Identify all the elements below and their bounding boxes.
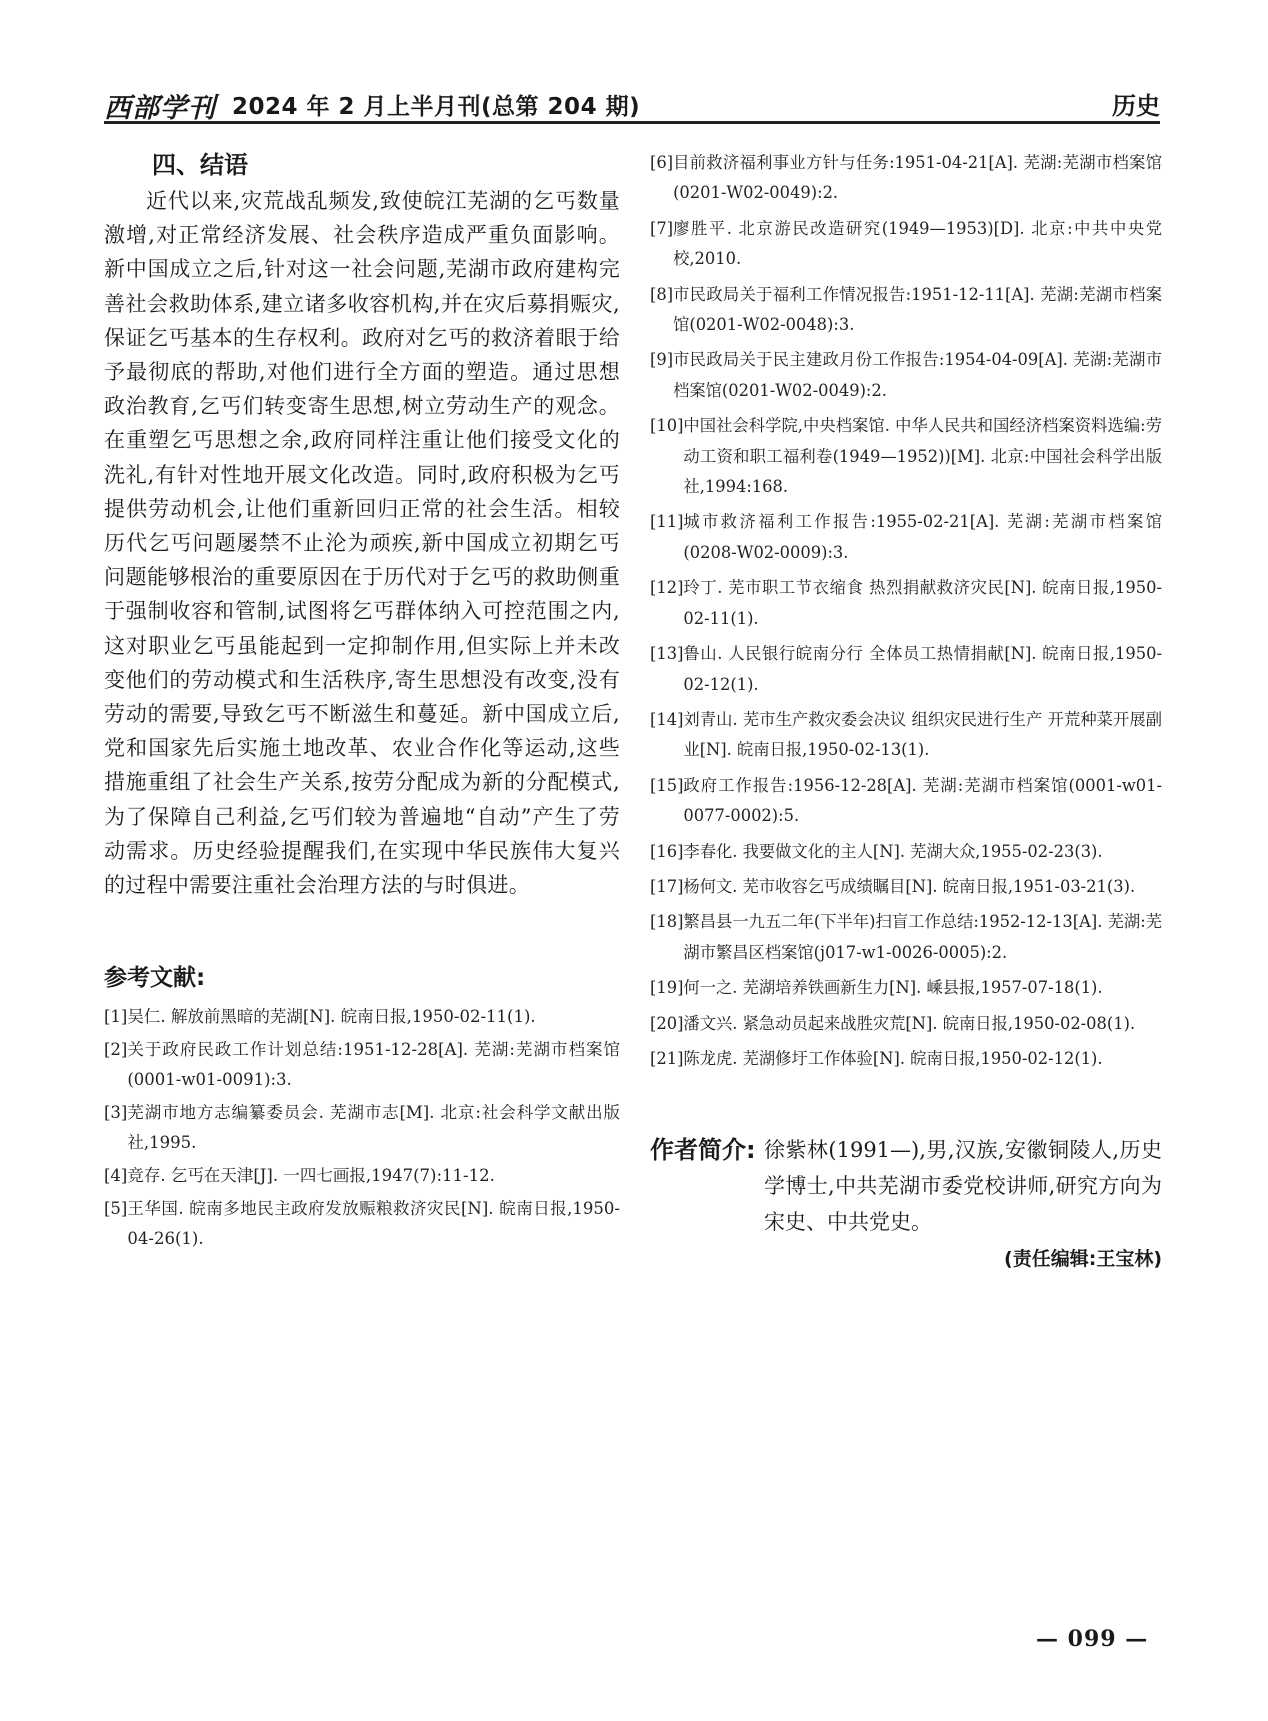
reference-number: [8] (650, 284, 674, 304)
reference-text: 潘文兴. 紧急动员起来战胜灾荒[N]. 皖南日报,1950-02-08(1). (683, 1013, 1136, 1033)
reference-item (104, 1098, 620, 1158)
reference-number: [19] (650, 978, 684, 998)
reference-item (104, 1194, 620, 1254)
page-header (104, 84, 1160, 124)
reference-item (650, 1009, 1162, 1039)
reference-item (650, 573, 1162, 634)
reference-number: [13] (650, 644, 684, 664)
reference-item (650, 507, 1162, 568)
section-label: 历史 (1112, 92, 1160, 120)
issue-info: 2024 年 2 月上半月刊(总第 204 期) (232, 94, 641, 120)
reference-text: 廖胜平. 北京游民改造研究(1949—1953)[D]. 北京:中共中央党校,2010. (673, 218, 1162, 269)
reference-number: [5] (104, 1199, 128, 1219)
reference-number: [17] (650, 876, 684, 896)
reference-text: 市民政局关于福利工作情况报告:1951-12-11[A]. 芜湖:芜湖市档案馆(0201-W02-0048):3. (673, 284, 1162, 335)
reference-number: [20] (650, 1013, 684, 1033)
reference-item (650, 973, 1162, 1003)
reference-number: [7] (650, 218, 674, 238)
reference-number: [16] (650, 841, 684, 861)
author-text: 徐紫林(1991—),男,汉族,安徽铜陵人,历史学博士,中共芜湖市委党校讲师,研究方向为宋史、中共党史。 (764, 1138, 1162, 1234)
reference-text: 陈龙虎. 芜湖修圩工作体验[N]. 皖南日报,1950-02-12(1). (683, 1048, 1103, 1068)
reference-list-left (104, 1002, 620, 1254)
reference-number: [9] (650, 350, 674, 370)
reference-number: [1] (104, 1007, 128, 1027)
reference-text: 竞存. 乞丐在天津[J]. 一四七画报,1947(7):11-12. (127, 1166, 495, 1186)
reference-text: 关于政府民政工作计划总结:1951-12-28[A]. 芜湖:芜湖市档案馆(0001-w01-0091):3. (127, 1040, 620, 1090)
reference-text: 杨何文. 芜市收容乞丐成绩瞩目[N]. 皖南日报,1951-03-21(3). (683, 876, 1136, 896)
reference-text: 政府工作报告:1956-12-28[A]. 芜湖:芜湖市档案馆(0001-w01-0077-0002):5. (683, 775, 1162, 826)
conclusion-heading: 四、结语 (152, 151, 248, 179)
reference-text: 玲丁. 芜市职工节衣缩食 热烈捐献救济灾民[N]. 皖南日报,1950-02-11(1). (683, 578, 1162, 628)
reference-list-right (650, 148, 1162, 1074)
reference-item (650, 907, 1162, 968)
journal-logo: 西部学刊 (104, 93, 216, 124)
reference-item (650, 872, 1162, 902)
reference-item (650, 148, 1162, 209)
reference-number: [21] (650, 1048, 684, 1068)
reference-text: 市民政局关于民主建政月份工作报告:1954-04-09[A]. 芜湖:芜湖市档案馆(0201-W02-0049):2. (673, 350, 1162, 400)
reference-text: 王华国. 皖南多地民主政府发放赈粮救济灾民[N]. 皖南日报,1950-04-26(1). (127, 1199, 620, 1249)
reference-number: [2] (104, 1040, 128, 1060)
reference-item (104, 1035, 620, 1095)
reference-item (650, 214, 1162, 275)
reference-number: [10] (650, 416, 684, 436)
reference-item (650, 345, 1162, 406)
author-label: 作者简介: (650, 1136, 756, 1164)
reference-text: 何一之. 芜湖培养铁画新生力[N]. 嵊县报,1957-07-18(1). (683, 978, 1103, 998)
references-heading: 参考文献: (104, 965, 206, 992)
reference-number: [3] (104, 1103, 128, 1123)
reference-number: [4] (104, 1166, 128, 1186)
reference-text: 繁昌县一九五二年(下半年)扫盲工作总结:1952-12-13[A]. 芜湖:芜湖市繁昌区档案馆(j017-w1-0026-0005):2. (683, 912, 1162, 962)
reference-item (650, 411, 1162, 502)
reference-text: 刘青山. 芜市生产救灾委会决议 组织灾民进行生产 开荒种菜开展副业[N]. 皖南日报,1950-02-13(1). (683, 709, 1162, 760)
responsible-editor: (责任编辑:王宝林) (1004, 1248, 1162, 1270)
reference-item (650, 705, 1162, 766)
reference-text: 中国社会科学院,中央档案馆. 中华人民共和国经济档案资料选编:劳动工资和职工福利卷(1949—1952))[M]. 北京:中国社会科学出版社,1994:168. (683, 416, 1162, 497)
reference-item (650, 837, 1162, 867)
page-number: — 099 — (1036, 1626, 1149, 1652)
right-column (650, 148, 1162, 1079)
reference-item (650, 1044, 1162, 1074)
reference-number: [18] (650, 912, 684, 932)
reference-number: [11] (650, 512, 684, 532)
reference-text: 鲁山. 人民银行皖南分行 全体员工热情捐献[N]. 皖南日报,1950-02-12(1). (683, 644, 1162, 694)
reference-item (650, 639, 1162, 700)
reference-text: 李春化. 我要做文化的主人[N]. 芜湖大众,1955-02-23(3). (683, 841, 1103, 861)
reference-text: 芜湖市地方志编纂委员会. 芜湖市志[M]. 北京:社会科学文献出版社,1995. (127, 1103, 620, 1153)
reference-item (650, 771, 1162, 832)
reference-item (104, 1161, 620, 1191)
reference-number: [12] (650, 578, 684, 598)
reference-item (650, 280, 1162, 341)
reference-text: 目前救济福利事业方针与任务:1951-04-21[A]. 芜湖:芜湖市档案馆(0201-W02-0049):2. (673, 153, 1162, 203)
left-column (104, 148, 620, 1257)
reference-text: 吴仁. 解放前黑暗的芜湖[N]. 皖南日报,1950-02-11(1). (127, 1007, 536, 1027)
reference-number: [6] (650, 153, 674, 172)
reference-text: 城市救济福利工作报告:1955-02-21[A]. 芜湖:芜湖市档案馆(0208-W02-0009):3. (683, 512, 1162, 562)
reference-item (104, 1002, 620, 1032)
conclusion-paragraph: 近代以来,灾荒战乱频发,致使皖江芜湖的乞丐数量激增,对正常经济发展、社会秩序造成严重负面影响。新中国成立之后,针对这一社会问题,芜湖市政府建构完善社会救助体系,建立诸多收容机构,并在灾后募捐赈灾,保证乞丐基本的生存权利。政府对乞丐的救济着眼于给予最彻底的帮助,对他们进行全方面的塑造。通过思想政治教育,乞丐们转变寄生思想,树立劳动生产的观念。在重塑乞丐思想之余,政府同样注重让他们接受文化的洗礼,有针对性地开展文化改造。同时,政府积极为乞丐提供劳动机会,让他们重新回归正常的社会生活。相较历代乞丐问题屡禁不止沦为顽疾,新中国成立初期乞丐问题能够根治的重要原因在于历代对于乞丐的救助侧重于强制收容和管制,试图将乞丐群体纳入可控范围之内,这对职业乞丐虽能起到一定抑制作用,但实际上并未改变他们的劳动模式和生活秩序,寄生思想没有改变,没有劳动的需要,导致乞丐不断滋生和蔓延。新中国成立后,党和国家先后实施土地改革、农业合作化等运动,这些措施重组了社会生产关系,按劳分配成为新的分配模式,为了保障自己利益,乞丐们较为普遍地“自动”产生了劳动需求。历史经验提醒我们,在实现中华民族伟大复兴的过程中需要注重社会治理方法的与时俱进。 (104, 189, 620, 898)
reference-number: [15] (650, 775, 684, 795)
reference-number: [14] (650, 709, 684, 729)
